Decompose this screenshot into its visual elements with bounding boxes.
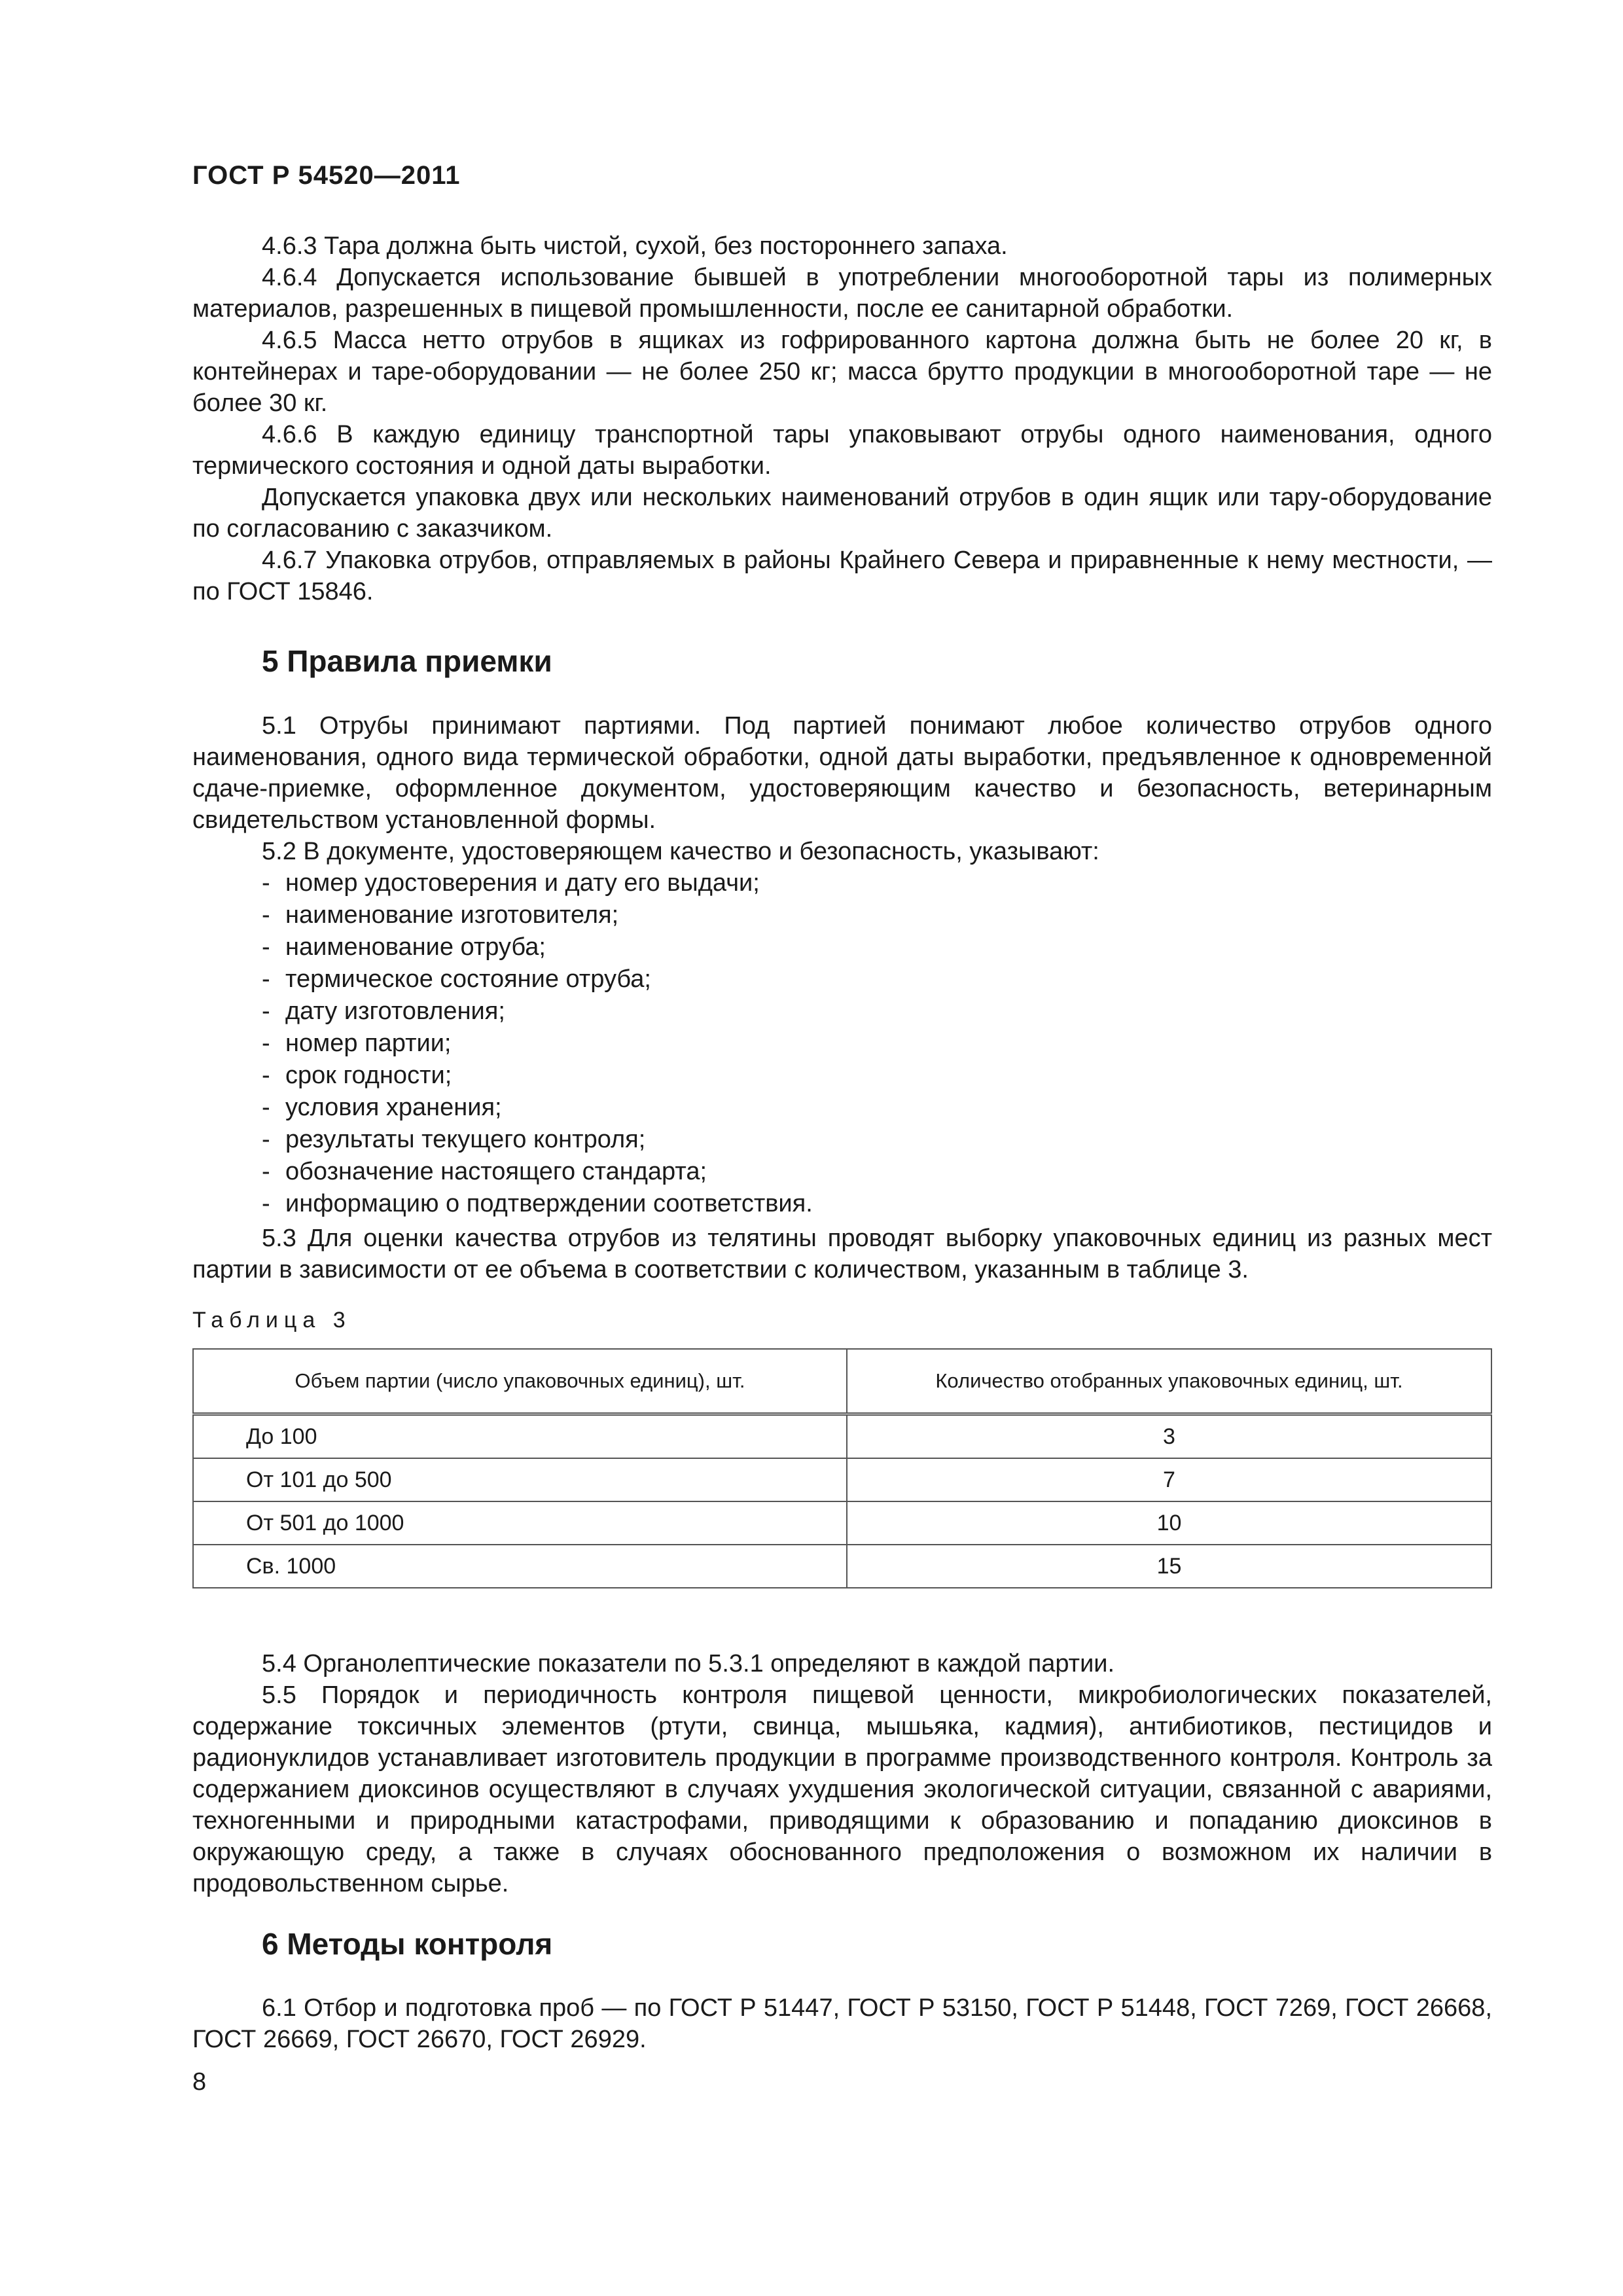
list-item-text: обозначение настоящего стандарта; <box>285 1158 707 1185</box>
cell-sampled-units: 3 <box>847 1414 1491 1459</box>
standard-header: ГОСТ Р 54520—2011 <box>192 161 461 190</box>
table-row <box>193 1501 1491 1545</box>
section-6-intro <box>192 1992 1492 2055</box>
section-6-heading: 6 Методы контроля <box>262 1927 553 1961</box>
list-item-text: дату изготовления; <box>285 997 505 1025</box>
paragraph-4-6-6: 4.6.6 В каждую единицу транспортной тары упаковывают отрубы одного наименования, одного термического состояния и одной даты выработки. <box>192 421 1492 480</box>
cell-sampled-units: 10 <box>847 1501 1491 1545</box>
list-item <box>262 963 1492 996</box>
list-item <box>262 1188 1492 1220</box>
cell-batch-volume: От 501 до 1000 <box>193 1501 847 1545</box>
table-header-row <box>193 1349 1491 1414</box>
paragraph-5-5: 5.5 Порядок и периодичность контроля пищевой ценности, микробиологических показателей, содержание токсичных элементов (ртути, свинца, мышьяка, кадмия), антибиотиков, пестицидов и радионуклидов устанавливает изготовитель продукции в программе производственного контроля. Контроль за содержанием диоксинов осуществляют в случаях ухудшения экологической ситуации, связанной с авариями, техногенными и природными катастрофами, приводящими к образованию и попаданию диоксинов в окружающую среду, а также в случаях обоснованного предположения о возможном их наличии в продовольственном сырье. <box>192 1681 1492 1897</box>
packaging-paragraphs <box>192 230 1492 607</box>
paragraph-4-6-7: 4.6.7 Упаковка отрубов, отправляемых в районы Крайнего Севера и приравненные к нему местности, — по ГОСТ 15846. <box>192 547 1492 605</box>
list-dash: - <box>262 1094 270 1121</box>
list-item-text: номер удостоверения и дату его выдачи; <box>285 869 760 897</box>
paragraph-5-4: 5.4 Органолептические показатели по 5.3.1 определяют в каждой партии. <box>262 1650 1115 1677</box>
document-contents-list <box>262 867 1492 1220</box>
paragraph-6-1: 6.1 Отбор и подготовка проб — по ГОСТ Р 51447, ГОСТ Р 53150, ГОСТ Р 51448, ГОСТ 7269, ГОСТ 26668, ГОСТ 26669, ГОСТ 26670, ГОСТ 26929. <box>192 1994 1492 2053</box>
list-dash: - <box>262 1030 270 1057</box>
section-5-intro <box>192 710 1492 867</box>
list-item <box>262 1060 1492 1092</box>
paragraph-4-6-5: 4.6.5 Масса нетто отрубов в ящиках из гофрированного картона должна быть не более 20 кг, в контейнерах и таре-оборудовании — не более 250 кг; масса брутто продукции в многооборотной таре — не более 30 кг. <box>192 327 1492 417</box>
list-dash: - <box>262 1190 270 1217</box>
list-dash: - <box>262 901 270 929</box>
paragraph-5-1: 5.1 Отрубы принимают партиями. Под партией понимают любое количество отрубов одного наименования, одного вида термической обработки, одной даты выработки, предъявленное к одновременной сдаче-приемке, оформленное документом, удостоверяющим качество и безопасность, ветеринарным свидетельством установленной формы. <box>192 712 1492 834</box>
list-item <box>262 1156 1492 1188</box>
paragraph-5-3: 5.3 Для оценки качества отрубов из телятины проводят выборку упаковочных единиц из разных мест партии в зависимости от ее объема в соответствии с количеством, указанным в таблице 3. <box>192 1225 1492 1283</box>
list-item <box>262 1124 1492 1156</box>
table-caption: Таблица 3 <box>192 1308 351 1333</box>
list-item <box>262 1092 1492 1124</box>
paragraph-4-6-3: 4.6.3 Тара должна быть чистой, сухой, без постороннего запаха. <box>262 232 1008 260</box>
list-dash: - <box>262 1126 270 1153</box>
list-item-text: номер партии; <box>285 1030 452 1057</box>
list-item-text: информацию о подтверждении соответствия. <box>285 1190 813 1217</box>
paragraph-4-6-4: 4.6.4 Допускается использование бывшей в употреблении многооборотной тары из полимерных материалов, разрешенных в пищевой промышленности, после ее санитарной обработки. <box>192 264 1492 323</box>
list-item <box>262 931 1492 963</box>
list-dash: - <box>262 997 270 1025</box>
column-header-sampled-units: Количество отобранных упаковочных единиц, шт. <box>847 1349 1491 1414</box>
cell-batch-volume: От 101 до 500 <box>193 1458 847 1501</box>
list-item-text: наименование отруба; <box>285 933 546 961</box>
list-item <box>262 867 1492 899</box>
list-dash: - <box>262 965 270 993</box>
list-item-text: термическое состояние отруба; <box>285 965 651 993</box>
list-dash: - <box>262 1158 270 1185</box>
list-item-text: результаты текущего контроля; <box>285 1126 646 1153</box>
list-item-text: условия хранения; <box>285 1094 502 1121</box>
list-dash: - <box>262 933 270 961</box>
table-row <box>193 1545 1491 1588</box>
paragraph-4-6-6-note: Допускается упаковка двух или нескольких наименований отрубов в один ящик или тару-оборудование по согласованию с заказчиком. <box>192 484 1492 543</box>
list-dash: - <box>262 869 270 897</box>
list-item-text: срок годности; <box>285 1062 452 1089</box>
section-5-heading: 5 Правила приемки <box>262 644 552 678</box>
column-header-batch-volume: Объем партии (число упаковочных единиц), шт. <box>193 1349 847 1414</box>
paragraph-5-2: 5.2 В документе, удостоверяющем качество и безопасность, указывают: <box>262 838 1099 865</box>
cell-sampled-units: 15 <box>847 1545 1491 1588</box>
list-item <box>262 996 1492 1028</box>
table-row <box>193 1458 1491 1501</box>
cell-sampled-units: 7 <box>847 1458 1491 1501</box>
control-paragraphs <box>192 1648 1492 1899</box>
cell-batch-volume: Св. 1000 <box>193 1545 847 1588</box>
list-item <box>262 1028 1492 1060</box>
page-number: 8 <box>192 2068 207 2096</box>
cell-batch-volume: До 100 <box>193 1414 847 1459</box>
table-3 <box>192 1348 1492 1588</box>
paragraph-5-3-block <box>192 1223 1492 1285</box>
list-item-text: наименование изготовителя; <box>285 901 619 929</box>
list-item <box>262 899 1492 931</box>
table-row <box>193 1414 1491 1459</box>
list-dash: - <box>262 1062 270 1089</box>
